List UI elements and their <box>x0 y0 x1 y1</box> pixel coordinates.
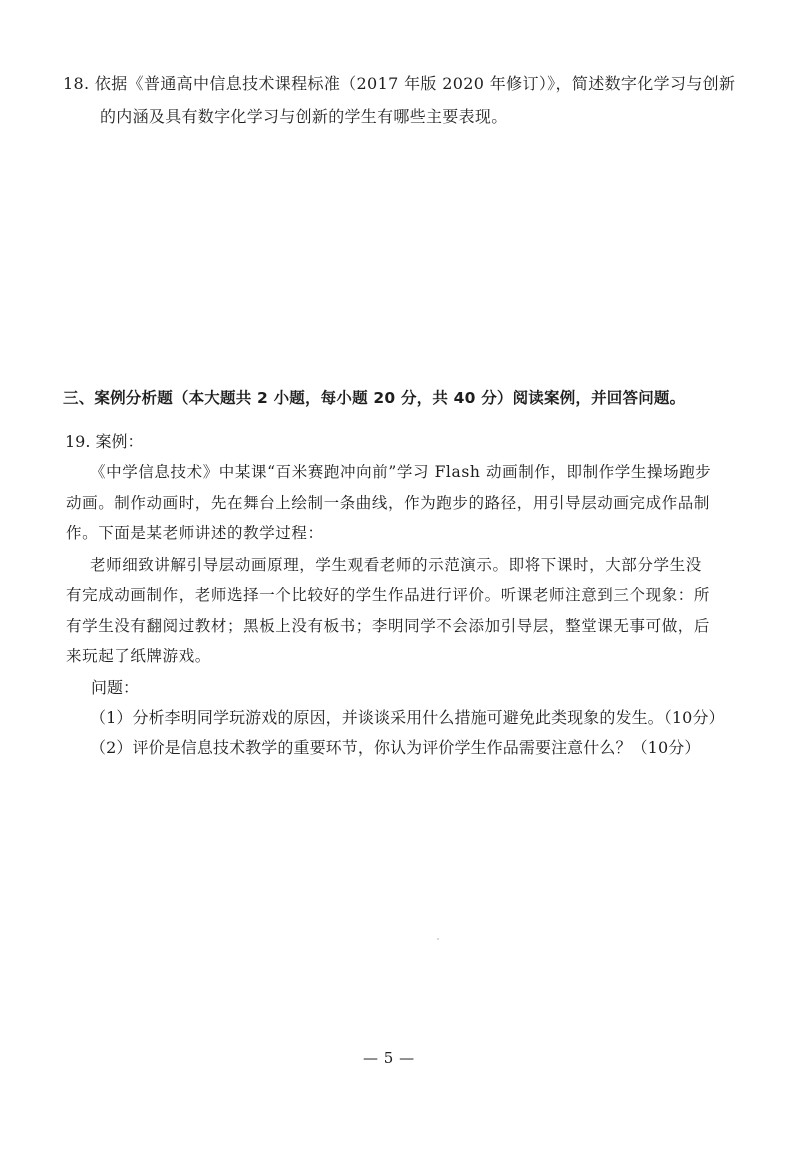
case-text-line: 动画。制作动画时，先在舞台上绘制一条曲线，作为跑步的路径，用引导层动画完成作品制 <box>66 494 711 512</box>
case-text-line: 来玩起了纸牌游戏。 <box>66 647 211 665</box>
sub-question-2: （2）评价是信息技术教学的重要环节，你认为评价学生作品需要注意什么？（10分） <box>90 738 701 757</box>
question-19-label: 19. 案例： <box>65 432 144 451</box>
questions-label: 问题： <box>91 678 140 697</box>
sub-question-1: （1）分析李明同学玩游戏的原因，并谈谈采用什么措施可避免此类现象的发生。（10分） <box>90 708 725 727</box>
case-text-line: 有学生没有翻阅过教材；黑板上没有板书；李明同学不会添加引导层，整堂课无事可做，后 <box>66 617 711 635</box>
case-text-line: 作。下面是某老师讲述的教学过程： <box>66 524 324 542</box>
question-18-line-2: 的内涵及具有数字化学习与创新的学生有哪些主要表现。 <box>100 107 508 126</box>
case-text-line: 有完成动画制作，老师选择一个比较好的学生作品进行评价。听课老师注意到三个现象：所 <box>66 586 711 604</box>
page-number: — 5 — <box>363 1049 415 1067</box>
case-text-line: 老师细致讲解引导层动画原理，学生观看老师的示范演示。即将下课时，大部分学生没 <box>90 556 702 574</box>
case-text-line: 《中学信息技术》中某课“百米赛跑冲向前”学习 Flash 动画制作，即制作学生操场跑步 <box>90 463 712 481</box>
scan-speck <box>437 938 439 940</box>
question-18-line-1: 18. 依据《普通高中信息技术课程标准（2017 年版 2020 年修订）》，简述数字化学习与创新 <box>63 74 736 93</box>
section-3-heading: 三、案例分析题（本大题共 2 小题，每小题 20 分，共 40 分）阅读案例，并回答问题。 <box>63 389 686 407</box>
